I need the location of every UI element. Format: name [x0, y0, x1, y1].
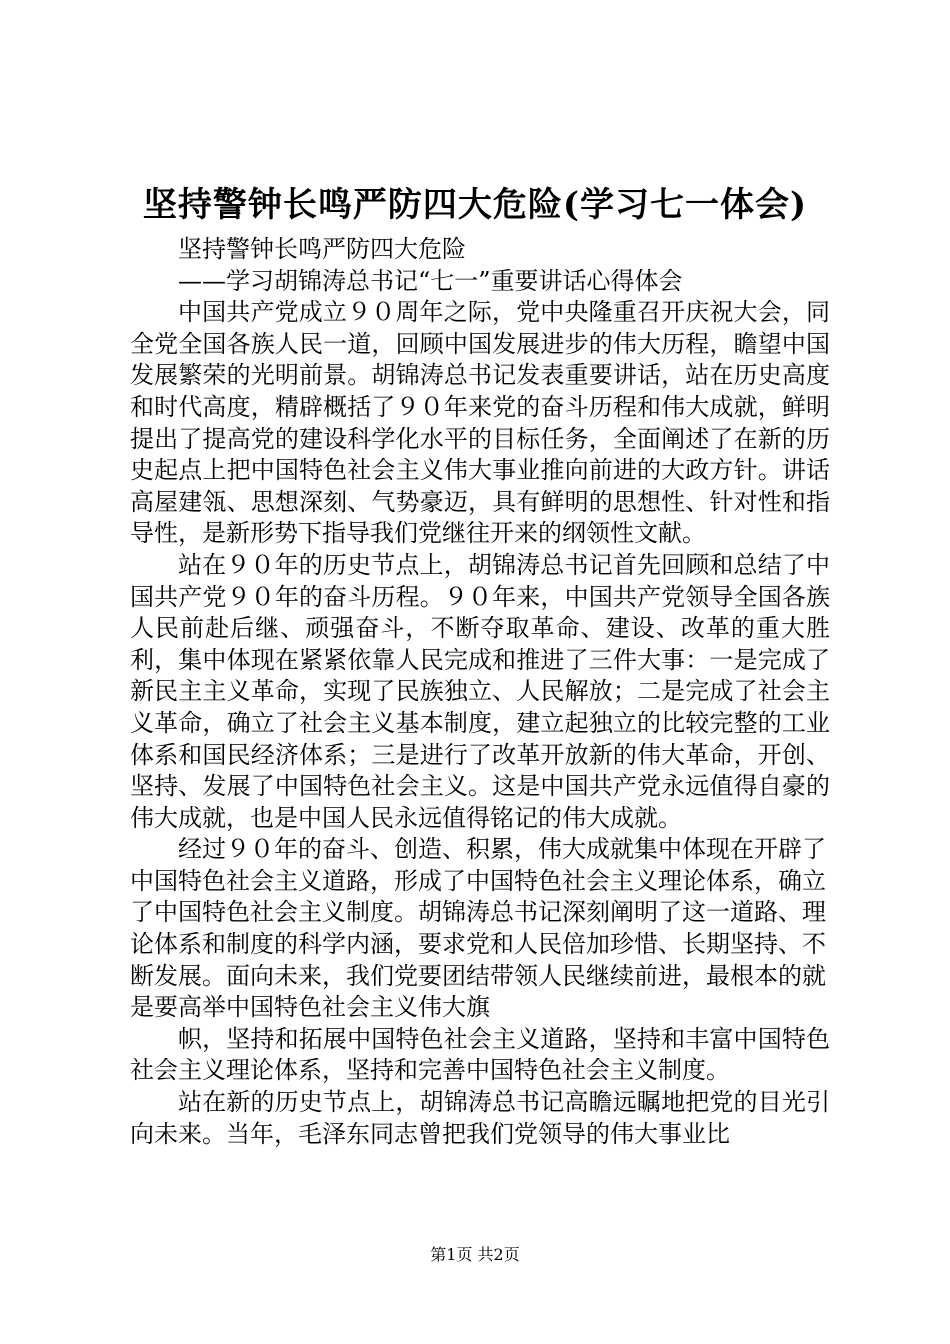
document-title: 坚持警钟长鸣严防四大危险(学习七一体会)	[142, 185, 808, 225]
paragraph: 站在新的历史节点上，胡锦涛总书记高瞻远瞩地把党的目光引向未来。当年，毛泽东同志曾把我们党领导的伟大事业比	[130, 1088, 830, 1148]
paragraph: 中国共产党成立９０周年之际，党中央隆重召开庆祝大会，同全党全国各族人民一道，回顾中国发展进步的伟大历程，瞻望中国发展繁荣的光明前景。胡锦涛总书记发表重要讲话，站在历史高度和时代高度，精辟概括了９０年来党的奋斗历程和伟大成就，鲜明提出了提高党的建设科学化水平的目标任务，全面阐述了在新的历史起点上把中国特色社会主义伟大事业推向前进的大政方针。讲话高屋建瓴、思想深刻、气势豪迈，具有鲜明的思想性、针对性和指导性，是新形势下指导我们党继往开来的纲领性文献。	[130, 298, 830, 548]
paragraph: 帜，坚持和拓展中国特色社会主义道路，坚持和丰富中国特色社会主义理论体系，坚持和完善中国特色社会主义制度。	[130, 1024, 830, 1085]
document-subtitle: 坚持警钟长鸣严防四大危险	[178, 235, 466, 263]
page-footer: 第1页 共2页	[430, 1245, 520, 1264]
paragraph: 站在９０年的历史节点上，胡锦涛总书记首先回顾和总结了中国共产党９０年的奋斗历程。９０年来，中国共产党领导全国各族人民前赴后继、顽强奋斗，不断夺取革命、建设、改革的重大胜利，集中体现在紧紧依靠人民完成和推进了三件大事：一是完成了新民主主义革命，实现了民族独立、人民解放；二是完成了社会主义革命，确立了社会主义基本制度，建立起独立的比较完整的工业体系和国民经济体系；三是进行了改革开放新的伟大革命，开创、坚持、发展了中国特色社会主义。这是中国共产党永远值得自豪的伟大成就，也是中国人民永远值得铭记的伟大成就。	[130, 550, 830, 832]
paragraph: 经过９０年的奋斗、创造、积累，伟大成就集中体现在开辟了中国特色社会主义道路，形成了中国特色社会主义理论体系，确立了中国特色社会主义制度。胡锦涛总书记深刻阐明了这一道路、理论体系和制度的科学内涵，要求党和人民倍加珍惜、长期坚持、不断发展。面向未来，我们党要团结带领人民继续前进，最根本的就是要高举中国特色社会主义伟大旗	[130, 835, 826, 1022]
document-body	[130, 234, 830, 1150]
document-subtitle-secondary: ——学习胡锦涛总书记“七一”重要讲话心得体会	[178, 266, 683, 295]
